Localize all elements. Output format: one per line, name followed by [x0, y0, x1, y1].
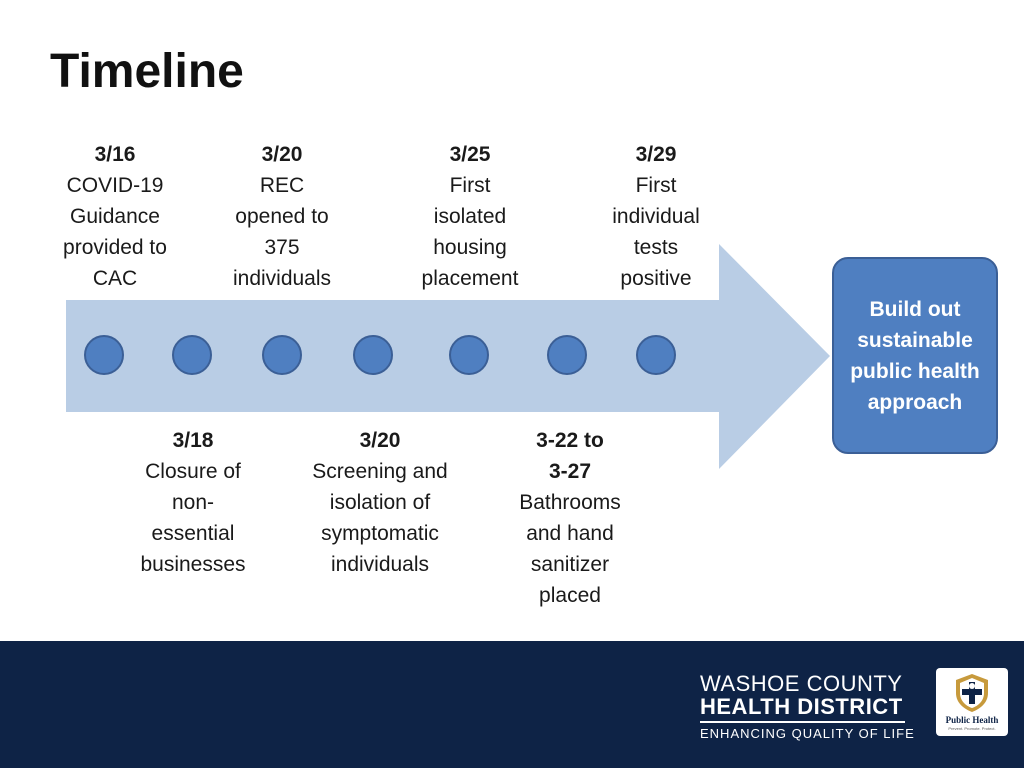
goal-box — [832, 257, 998, 454]
event-date: 3/20 — [359, 429, 401, 452]
goal-text: Build out sustainable public health approach — [850, 297, 980, 414]
event-date: 3/16 — [94, 143, 136, 166]
slide-title: Timeline — [50, 45, 244, 98]
event-3-29 — [581, 139, 731, 294]
timeline-node-3-22-to-3-27 — [548, 336, 586, 374]
event-description: Bathrooms and hand sanitizer placed — [519, 491, 621, 607]
public-health-label: Public Health — [945, 715, 999, 725]
event-date: 3/29 — [635, 143, 677, 166]
public-health-badge — [936, 668, 1008, 736]
org-tagline: ENHANCING QUALITY OF LIFE — [700, 726, 915, 741]
org-name-line1: WASHOE COUNTY — [700, 671, 903, 696]
event-date: 3/20 — [261, 143, 303, 166]
timeline-node-3-20 — [263, 336, 301, 374]
timeline-node-3-25 — [450, 336, 488, 374]
event-description: Closure of non-essential businesses — [140, 460, 246, 576]
public-health-shield-icon — [955, 673, 989, 713]
event-description: First isolated housing placement — [421, 174, 519, 290]
timeline-node-3-20 — [354, 336, 392, 374]
event-date: 3/25 — [449, 143, 491, 166]
event-3-18 — [118, 425, 268, 580]
org-name-line2: HEALTH DISTRICT — [700, 694, 903, 719]
event-description: Screening and isolation of symptomatic individuals — [312, 460, 448, 576]
event-3-20-rec — [207, 139, 357, 294]
org-logo-divider — [700, 721, 905, 723]
public-health-slogan: Prevent. Promote. Protect. — [948, 726, 996, 731]
timeline-node-3-16 — [85, 336, 123, 374]
event-description: REC opened to 375 individuals — [232, 174, 332, 290]
event-description: First individual tests positive — [612, 174, 700, 290]
org-logo — [700, 671, 915, 742]
event-3-25 — [395, 139, 545, 294]
timeline-node-3-29 — [637, 336, 675, 374]
timeline-node-3-18 — [173, 336, 211, 374]
event-3-22-to-3-27 — [495, 425, 645, 611]
event-3-20-screening — [305, 425, 455, 580]
event-date: 3/18 — [172, 429, 214, 452]
event-description: COVID-19 Guidance provided to CAC — [63, 174, 167, 290]
event-3-16 — [40, 139, 190, 294]
event-date: 3-22 to 3-27 — [536, 429, 604, 483]
